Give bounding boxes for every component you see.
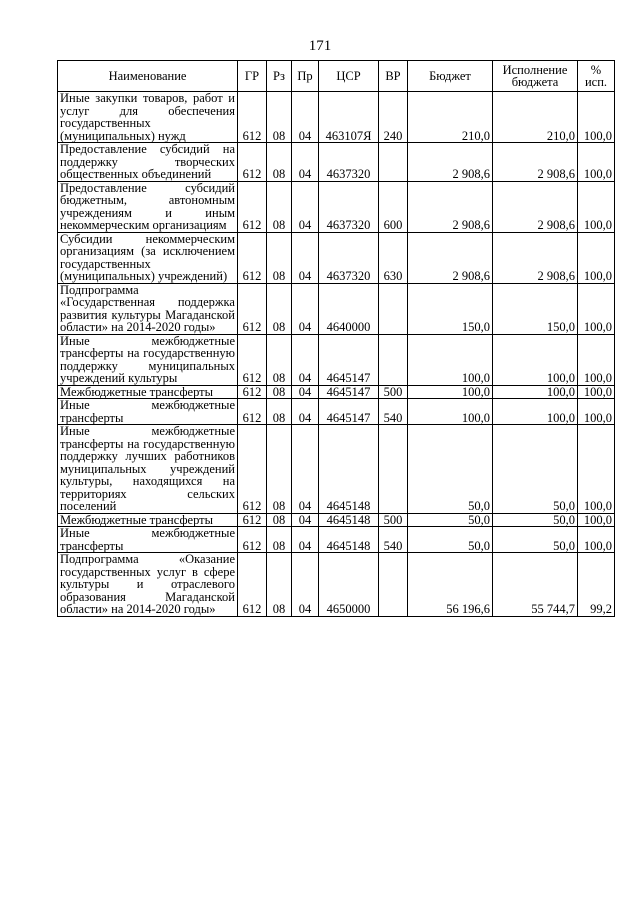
pr-cell: 04 xyxy=(292,425,319,514)
table-row xyxy=(58,385,615,399)
rz-cell: 08 xyxy=(267,334,292,385)
rz-cell: 08 xyxy=(267,92,292,143)
vr-cell: 240 xyxy=(379,92,408,143)
gr-cell: 612 xyxy=(238,385,267,399)
rz-cell: 08 xyxy=(267,527,292,553)
vr-cell: 500 xyxy=(379,513,408,527)
table-row xyxy=(58,553,615,617)
budget-cell: 56 196,6 xyxy=(408,553,493,617)
pr-cell: 04 xyxy=(292,399,319,425)
budget-cell: 2 908,6 xyxy=(408,143,493,182)
vr-cell: 540 xyxy=(379,399,408,425)
rz-cell: 08 xyxy=(267,425,292,514)
table-row xyxy=(58,399,615,425)
csr-cell: 4640000 xyxy=(319,283,379,334)
budget-cell: 100,0 xyxy=(408,399,493,425)
name-cell: Межбюджетные трансферты xyxy=(58,385,238,399)
csr-cell: 4637320 xyxy=(319,181,379,232)
gr-cell: 612 xyxy=(238,527,267,553)
gr-cell: 612 xyxy=(238,283,267,334)
gr-cell: 612 xyxy=(238,181,267,232)
rz-cell: 08 xyxy=(267,513,292,527)
rz-cell: 08 xyxy=(267,385,292,399)
rz-cell: 08 xyxy=(267,399,292,425)
csr-cell: 4645147 xyxy=(319,385,379,399)
percent-cell: 100,0 xyxy=(578,385,615,399)
name-cell: Межбюджетные трансферты xyxy=(58,513,238,527)
execution-cell: 2 908,6 xyxy=(493,232,578,283)
gr-cell: 612 xyxy=(238,425,267,514)
csr-cell: 4637320 xyxy=(319,232,379,283)
execution-cell: 2 908,6 xyxy=(493,181,578,232)
execution-cell: 100,0 xyxy=(493,334,578,385)
header-csr: ЦСР xyxy=(319,61,379,92)
percent-cell: 100,0 xyxy=(578,283,615,334)
page-number: 171 xyxy=(308,38,332,54)
gr-cell: 612 xyxy=(238,399,267,425)
vr-cell xyxy=(379,283,408,334)
execution-cell: 2 908,6 xyxy=(493,143,578,182)
gr-cell: 612 xyxy=(238,143,267,182)
gr-cell: 612 xyxy=(238,513,267,527)
execution-cell: 100,0 xyxy=(493,399,578,425)
execution-cell: 50,0 xyxy=(493,527,578,553)
gr-cell: 612 xyxy=(238,553,267,617)
table-row xyxy=(58,425,615,514)
header-vr: ВР xyxy=(379,61,408,92)
header-pr: Пр xyxy=(292,61,319,92)
header-rz: Рз xyxy=(267,61,292,92)
percent-cell: 100,0 xyxy=(578,513,615,527)
budget-cell: 2 908,6 xyxy=(408,232,493,283)
pr-cell: 04 xyxy=(292,553,319,617)
execution-cell: 210,0 xyxy=(493,92,578,143)
table-row xyxy=(58,143,615,182)
percent-cell: 100,0 xyxy=(578,399,615,425)
percent-cell: 100,0 xyxy=(578,92,615,143)
table-header-row xyxy=(58,61,615,92)
csr-cell: 463107Я xyxy=(319,92,379,143)
percent-cell: 100,0 xyxy=(578,334,615,385)
name-cell: Иные межбюджетные трансферты xyxy=(58,399,238,425)
vr-cell xyxy=(379,334,408,385)
percent-cell: 100,0 xyxy=(578,181,615,232)
name-cell: Подпрограмма «Государственная поддержка развития культуры Магаданской области» на 2014-2020 годы» xyxy=(58,283,238,334)
percent-cell: 100,0 xyxy=(578,527,615,553)
percent-cell: 100,0 xyxy=(578,425,615,514)
rz-cell: 08 xyxy=(267,181,292,232)
csr-cell: 4650000 xyxy=(319,553,379,617)
percent-cell: 99,2 xyxy=(578,553,615,617)
budget-cell: 100,0 xyxy=(408,334,493,385)
csr-cell: 4645148 xyxy=(319,527,379,553)
table-row xyxy=(58,181,615,232)
header-name: Наименование xyxy=(58,61,238,92)
execution-cell: 150,0 xyxy=(493,283,578,334)
name-cell: Предоставление субсидий бюджетным, автономным учреждениям и иным некоммерческим организациям xyxy=(58,181,238,232)
name-cell: Иные межбюджетные трансферты на государственную поддержку муниципальных учреждений культуры xyxy=(58,334,238,385)
budget-cell: 50,0 xyxy=(408,425,493,514)
header-execution: Исполнение бюджета xyxy=(493,61,578,92)
table-row xyxy=(58,527,615,553)
pr-cell: 04 xyxy=(292,527,319,553)
pr-cell: 04 xyxy=(292,181,319,232)
pr-cell: 04 xyxy=(292,232,319,283)
pr-cell: 04 xyxy=(292,92,319,143)
execution-cell: 50,0 xyxy=(493,513,578,527)
csr-cell: 4645147 xyxy=(319,334,379,385)
vr-cell: 600 xyxy=(379,181,408,232)
pr-cell: 04 xyxy=(292,385,319,399)
rz-cell: 08 xyxy=(267,232,292,283)
name-cell: Иные закупки товаров, работ и услуг для обеспечения государственных (муниципальных) нужд xyxy=(58,92,238,143)
gr-cell: 612 xyxy=(238,232,267,283)
rz-cell: 08 xyxy=(267,143,292,182)
table-row xyxy=(58,334,615,385)
budget-cell: 2 908,6 xyxy=(408,181,493,232)
csr-cell: 4645148 xyxy=(319,513,379,527)
table-row xyxy=(58,92,615,143)
header-budget: Бюджет xyxy=(408,61,493,92)
execution-cell: 100,0 xyxy=(493,385,578,399)
pr-cell: 04 xyxy=(292,334,319,385)
budget-cell: 50,0 xyxy=(408,513,493,527)
csr-cell: 4645148 xyxy=(319,425,379,514)
name-cell: Подпрограмма «Оказание государственных услуг в сфере культуры и отраслевого образования Магаданской области» на 2014-2020 годы» xyxy=(58,553,238,617)
budget-cell: 150,0 xyxy=(408,283,493,334)
csr-cell: 4645147 xyxy=(319,399,379,425)
header-percent: % исп. xyxy=(578,61,615,92)
header-gr: ГР xyxy=(238,61,267,92)
budget-table xyxy=(57,60,615,617)
table-row xyxy=(58,283,615,334)
name-cell: Иные межбюджетные трансферты на государственную поддержку лучших работников муниципальных учреждений культуры, находящихся на территориях сельских поселений xyxy=(58,425,238,514)
pr-cell: 04 xyxy=(292,513,319,527)
vr-cell: 500 xyxy=(379,385,408,399)
vr-cell xyxy=(379,553,408,617)
budget-cell: 100,0 xyxy=(408,385,493,399)
pr-cell: 04 xyxy=(292,283,319,334)
rz-cell: 08 xyxy=(267,283,292,334)
percent-cell: 100,0 xyxy=(578,232,615,283)
name-cell: Предоставление субсидий на поддержку творческих общественных объединений xyxy=(58,143,238,182)
execution-cell: 50,0 xyxy=(493,425,578,514)
budget-cell: 210,0 xyxy=(408,92,493,143)
csr-cell: 4637320 xyxy=(319,143,379,182)
vr-cell: 630 xyxy=(379,232,408,283)
execution-cell: 55 744,7 xyxy=(493,553,578,617)
name-cell: Субсидии некоммерческим организациям (за исключением государственных (муниципальных) учреждений) xyxy=(58,232,238,283)
vr-cell xyxy=(379,425,408,514)
vr-cell: 540 xyxy=(379,527,408,553)
name-cell: Иные межбюджетные трансферты xyxy=(58,527,238,553)
table-row xyxy=(58,232,615,283)
gr-cell: 612 xyxy=(238,92,267,143)
percent-cell: 100,0 xyxy=(578,143,615,182)
table-row xyxy=(58,513,615,527)
pr-cell: 04 xyxy=(292,143,319,182)
budget-cell: 50,0 xyxy=(408,527,493,553)
vr-cell xyxy=(379,143,408,182)
gr-cell: 612 xyxy=(238,334,267,385)
rz-cell: 08 xyxy=(267,553,292,617)
